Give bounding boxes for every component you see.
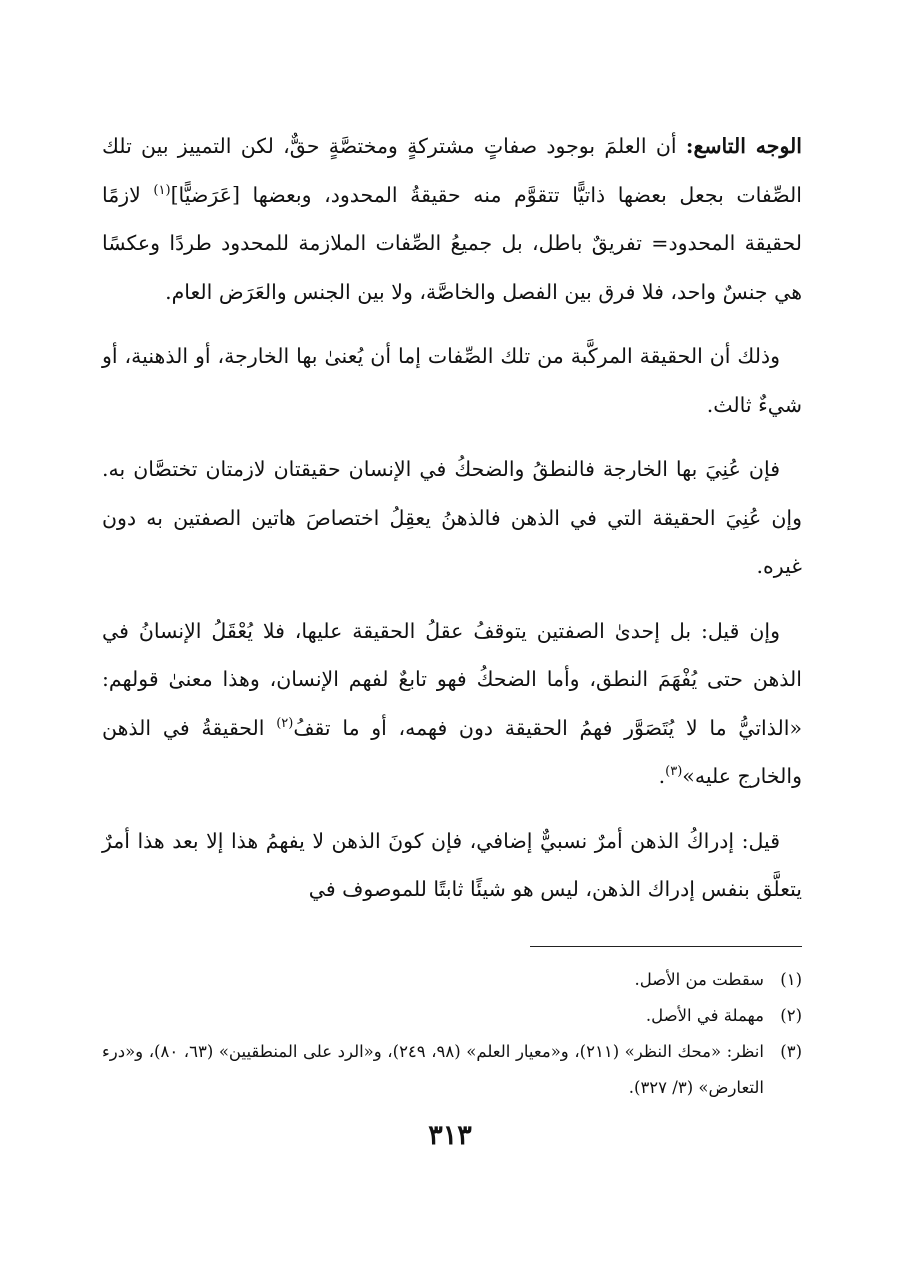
paragraph-4: [102, 607, 802, 801]
footnote-text: مهملة في الأصل.: [645, 1006, 764, 1025]
paragraph-text: وإن قيل: بل إحدىٰ الصفتين يتوقفُ عقلُ الحقيقة عليها، فلا يُعْقَلُ الإنسانُ في الذهن حتى يُفْهَمَ النطق، وأما الضحكُ فهو تابعٌ لفهم الإنسان، وهذا معنىٰ قولهم: «الذاتيُّ ما لا يُتَصَوَّر فهمُ الحقيقة دون فهمه، أو ما تقفُ: [102, 618, 802, 740]
footnote-text: سقطت من الأصل.: [634, 970, 764, 989]
paragraph-text: الحقيقةُ في الذهن والخارج عليه»: [102, 715, 802, 788]
footnote-3: [102, 1034, 802, 1106]
footnote-number: (٣): [780, 1042, 802, 1061]
paragraph-text: .: [658, 764, 666, 788]
footnote-number: (٢): [780, 1006, 802, 1025]
footnote-separator: [530, 946, 802, 947]
paragraph-text: لازمًا لحقيقة المحدود= تفريقٌ باطل، بل جميعُ الصِّفات الملازمة للمحدود طردًا وعكسًا هي جنسٌ واحد، فلا فرق بين الفصل والخاصَّة، ولا بين الجنس والعَرَض العام.: [102, 182, 802, 304]
paragraph-1: [102, 122, 802, 316]
paragraph-5: [102, 817, 802, 914]
footnote-ref-3: (٣): [665, 764, 683, 780]
footnote-2: [102, 998, 802, 1034]
paragraph-text: وذلك أن الحقيقة المركَّبة من تلك الصِّفات إما أن يُعنىٰ بها الخارجة، أو الذهنية، أو شيءٌ ثالث.: [102, 344, 802, 417]
paragraph-2: [102, 332, 802, 429]
paragraph-lead: الوجه التاسع:: [685, 134, 802, 158]
footnote-1: [102, 962, 802, 998]
paragraph-3: [102, 445, 802, 591]
footnote-text: انظر: «محك النظر» (٢١١)، و«معيار العلم» (٩٨، ٢٤٩)، و«الرد على المنطقيين» (٦٣، ٨٠)، و«درء التعارض» (٣/ ٣٢٧).: [102, 1042, 764, 1097]
paragraph-text: قيل: إدراكُ الذهن أمرٌ نسبيٌّ إضافي، فإن كونَ الذهن لا يفهمُ هذا إلا بعد هذا أمرٌ يتعلَّق بنفس إدراك الذهن، ليس هو شيئًا ثابتًا للموصوف في: [102, 828, 802, 901]
footnote-number: (١): [780, 970, 802, 989]
page-number: ٣١٣: [428, 1120, 472, 1151]
page-body: [102, 122, 802, 930]
footnote-ref-1: (١): [153, 182, 171, 198]
footnotes: [102, 962, 802, 1106]
paragraph-text: فإن عُنِيَ بها الخارجة فالنطقُ والضحكُ في الإنسان حقيقتان لازمتان تختصَّان به. وإن عُنِيَ الحقيقة التي في الذهن فالذهنُ يعقِلُ اختصاصَ هاتين الصفتين به دون غيره.: [102, 457, 802, 578]
paragraph-text: أن العلمَ بوجود صفاتٍ مشتركةٍ ومختصَّةٍ حقٌّ، لكن التمييز بين تلك الصِّفات بجعل بعضها ذاتيًّا تتقوَّم منه حقيقةُ المحدود، وبعضها [عَرَضيًّا]: [102, 134, 802, 207]
footnote-ref-2: (٢): [276, 715, 294, 731]
